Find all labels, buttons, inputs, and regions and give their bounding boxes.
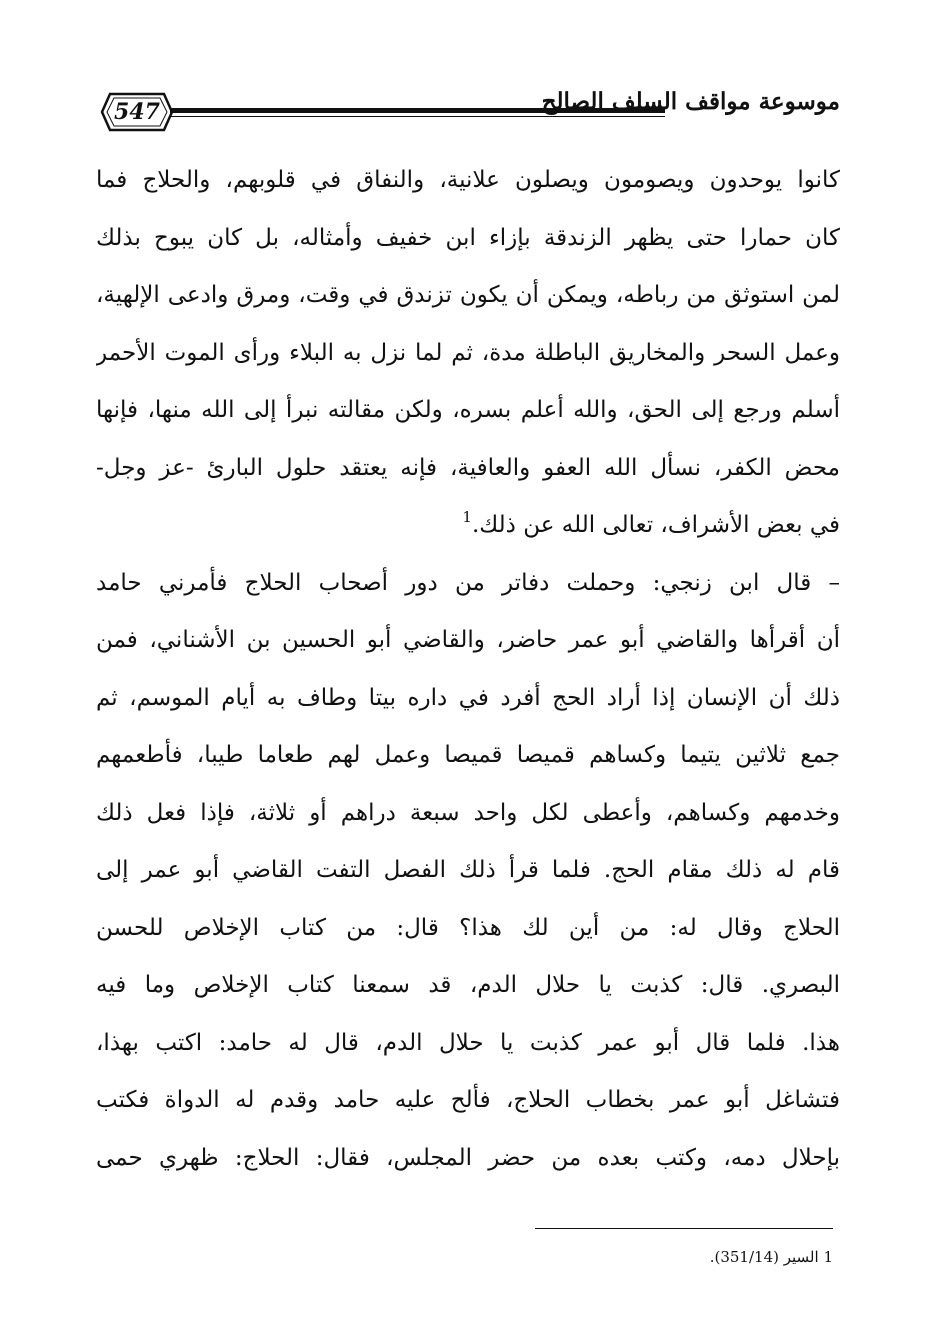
text-line: وخدمهم وكساهم، وأعطى لكل واحد سبعة دراهم أو ثلاثة، فإذا فعل ذلك [96, 799, 840, 826]
page-header [100, 88, 840, 148]
text-line: كانوا يوحدون ويصومون ويصلون علانية، والنفاق في قلوبهم، والحلاج فما [96, 167, 840, 193]
footnote-number: 1 [823, 1248, 833, 1266]
text-line: قام له ذلك مقام الحج. فلما قرأ ذلك الفصل التفت القاضي أبو عمر إلى [96, 857, 840, 883]
text-line: بإحلال دمه، وكتب بعده من حضر المجلس، فقال: الحلاج: ظهري حمى [96, 1144, 840, 1171]
book-title: موسوعة مواقف السلف الصالح [541, 88, 840, 115]
page-number: 547 [114, 99, 160, 125]
text-line: وعمل السحر والمخاريق الباطلة مدة، ثم لما نزل به البلاء ورأى الموت الأحمر [96, 339, 840, 366]
text-line: ذلك أن الإنسان إذا أراد الحج أفرد في داره بيتا وطاف به أيام الموسم، ثم [96, 684, 840, 711]
text-line: محض الكفر، نسأل الله العفو والعافية، فإنه يعتقد حلول البارئ -عز وجل- [96, 454, 840, 481]
text-line: لمن استوثق من رباطه، ويمكن أن يكون تزندق في وقت، ومرق وادعى الإلهية، [96, 282, 840, 308]
text-line-last [96, 497, 840, 555]
footnote [535, 1248, 833, 1266]
body-text [96, 152, 840, 1187]
header-rule-thin [170, 116, 665, 117]
text-line: هذا. فلما قال أبو عمر كذبت يا حلال الدم، قال له حامد: اكتب بهذا، [96, 1029, 840, 1056]
footnote-divider [535, 1228, 833, 1229]
text-line: فتشاغل أبو عمر بخطاب الحلاج، فألح عليه حامد وقدم له الدواة فكتب [96, 1087, 840, 1113]
paragraph-2 [96, 555, 840, 1188]
footnote-text: السير (351/14). [709, 1248, 819, 1266]
paragraph-1 [96, 152, 840, 555]
text-line: كان حمارا حتى يظهر الزندقة بإزاء ابن خفيف وأمثاله، بل كان يبوح بذلك [96, 224, 840, 251]
text-line: جمع ثلاثين يتيما وكساهم قميصا قميصا وعمل لهم طعاما طيبا، فأطعمهم [96, 742, 840, 768]
page-number-badge [100, 90, 174, 134]
footnote-reference[interactable]: 1 [462, 508, 472, 526]
text-line: – قال ابن زنجي: وحملت دفاتر من دور أصحاب الحلاج فأمرني حامد [96, 569, 840, 596]
text-line: الحلاج وقال له: من أين لك هذا؟ قال: من كتاب الإخلاص للحسن [96, 914, 840, 941]
text-line: أن أقرأها والقاضي أبو عمر حاضر، والقاضي أبو الحسين بن الأشناني، فمن [96, 627, 840, 653]
text-line-content: في بعض الأشراف، تعالى الله عن ذلك. [471, 512, 840, 538]
text-line: أسلم ورجع إلى الحق، والله أعلم بسره، ولكن مقالته نبرأ إلى الله منها، فإنها [96, 397, 840, 423]
text-line: البصري. قال: كذبت يا حلال الدم، قد سمعنا كتاب الإخلاص وما فيه [96, 972, 840, 998]
